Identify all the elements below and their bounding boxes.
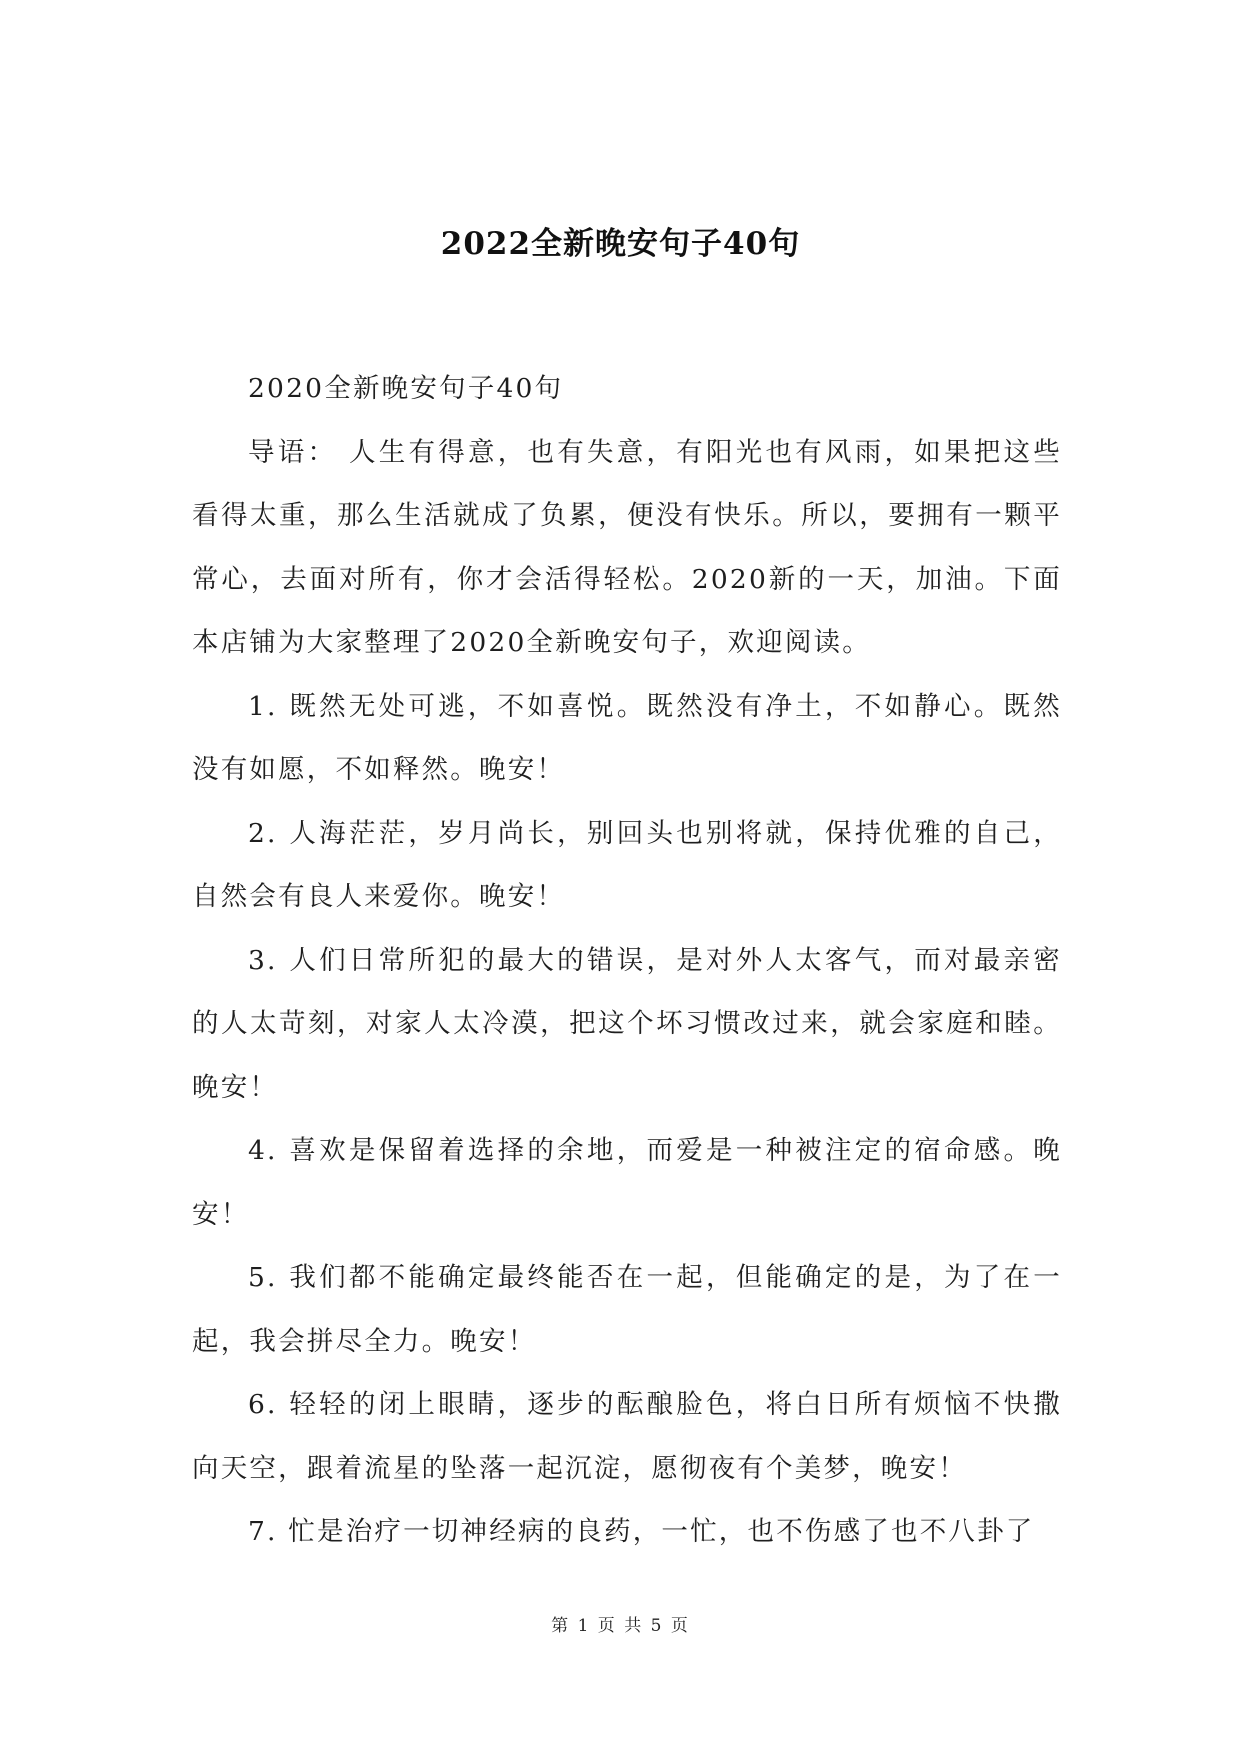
page-footer: 第 1 页 共 5 页	[551, 1616, 690, 1636]
paragraph-item-7: 7. 忙是治疗一切神经病的良药，一忙，也不伤感了也不八卦了	[248, 1516, 1035, 1547]
paragraph-item-4: 4. 喜欢是保留着选择的余地，而爱是一种被注定的宿命感。晚安！	[192, 1135, 1062, 1230]
document-title: 2022全新晚安句子40句	[440, 226, 801, 262]
paragraph-item-5: 5. 我们都不能确定最终能否在一起，但能确定的是，为了在一起，我会拼尽全力。晚安！	[192, 1262, 1062, 1357]
paragraph-item-1: 1. 既然无处可逃，不如喜悦。既然没有净土，不如静心。既然没有如愿，不如释然。晚安！	[192, 690, 1062, 785]
paragraph-item-2: 2. 人海茫茫，岁月尚长，别回头也别将就，保持优雅的自己，自然会有良人来爱你。晚安！	[192, 817, 1062, 912]
document-body	[192, 357, 1062, 1564]
paragraph-item-6: 6. 轻轻的闭上眼睛，逐步的酝酿脸色，将白日所有烦恼不快撒向天空，跟着流星的坠落一起沉淀，愿彻夜有个美梦，晚安！	[192, 1389, 1062, 1484]
paragraph-subtitle: 2020全新晚安句子40句	[248, 373, 564, 404]
paragraph-intro: 导语： 人生有得意，也有失意，有阳光也有风雨，如果把这些看得太重，那么生活就成了负累，便没有快乐。所以，要拥有一颗平常心，去面对所有，你才会活得轻松。2020新的一天，加油。下面本店铺为大家整理了2020全新晚安句子，欢迎阅读。	[192, 436, 1062, 658]
paragraph-item-3: 3. 人们日常所犯的最大的错误，是对外人太客气，而对最亲密的人太苛刻，对家人太冷漠，把这个坏习惯改过来，就会家庭和睦。晚安！	[192, 944, 1062, 1103]
